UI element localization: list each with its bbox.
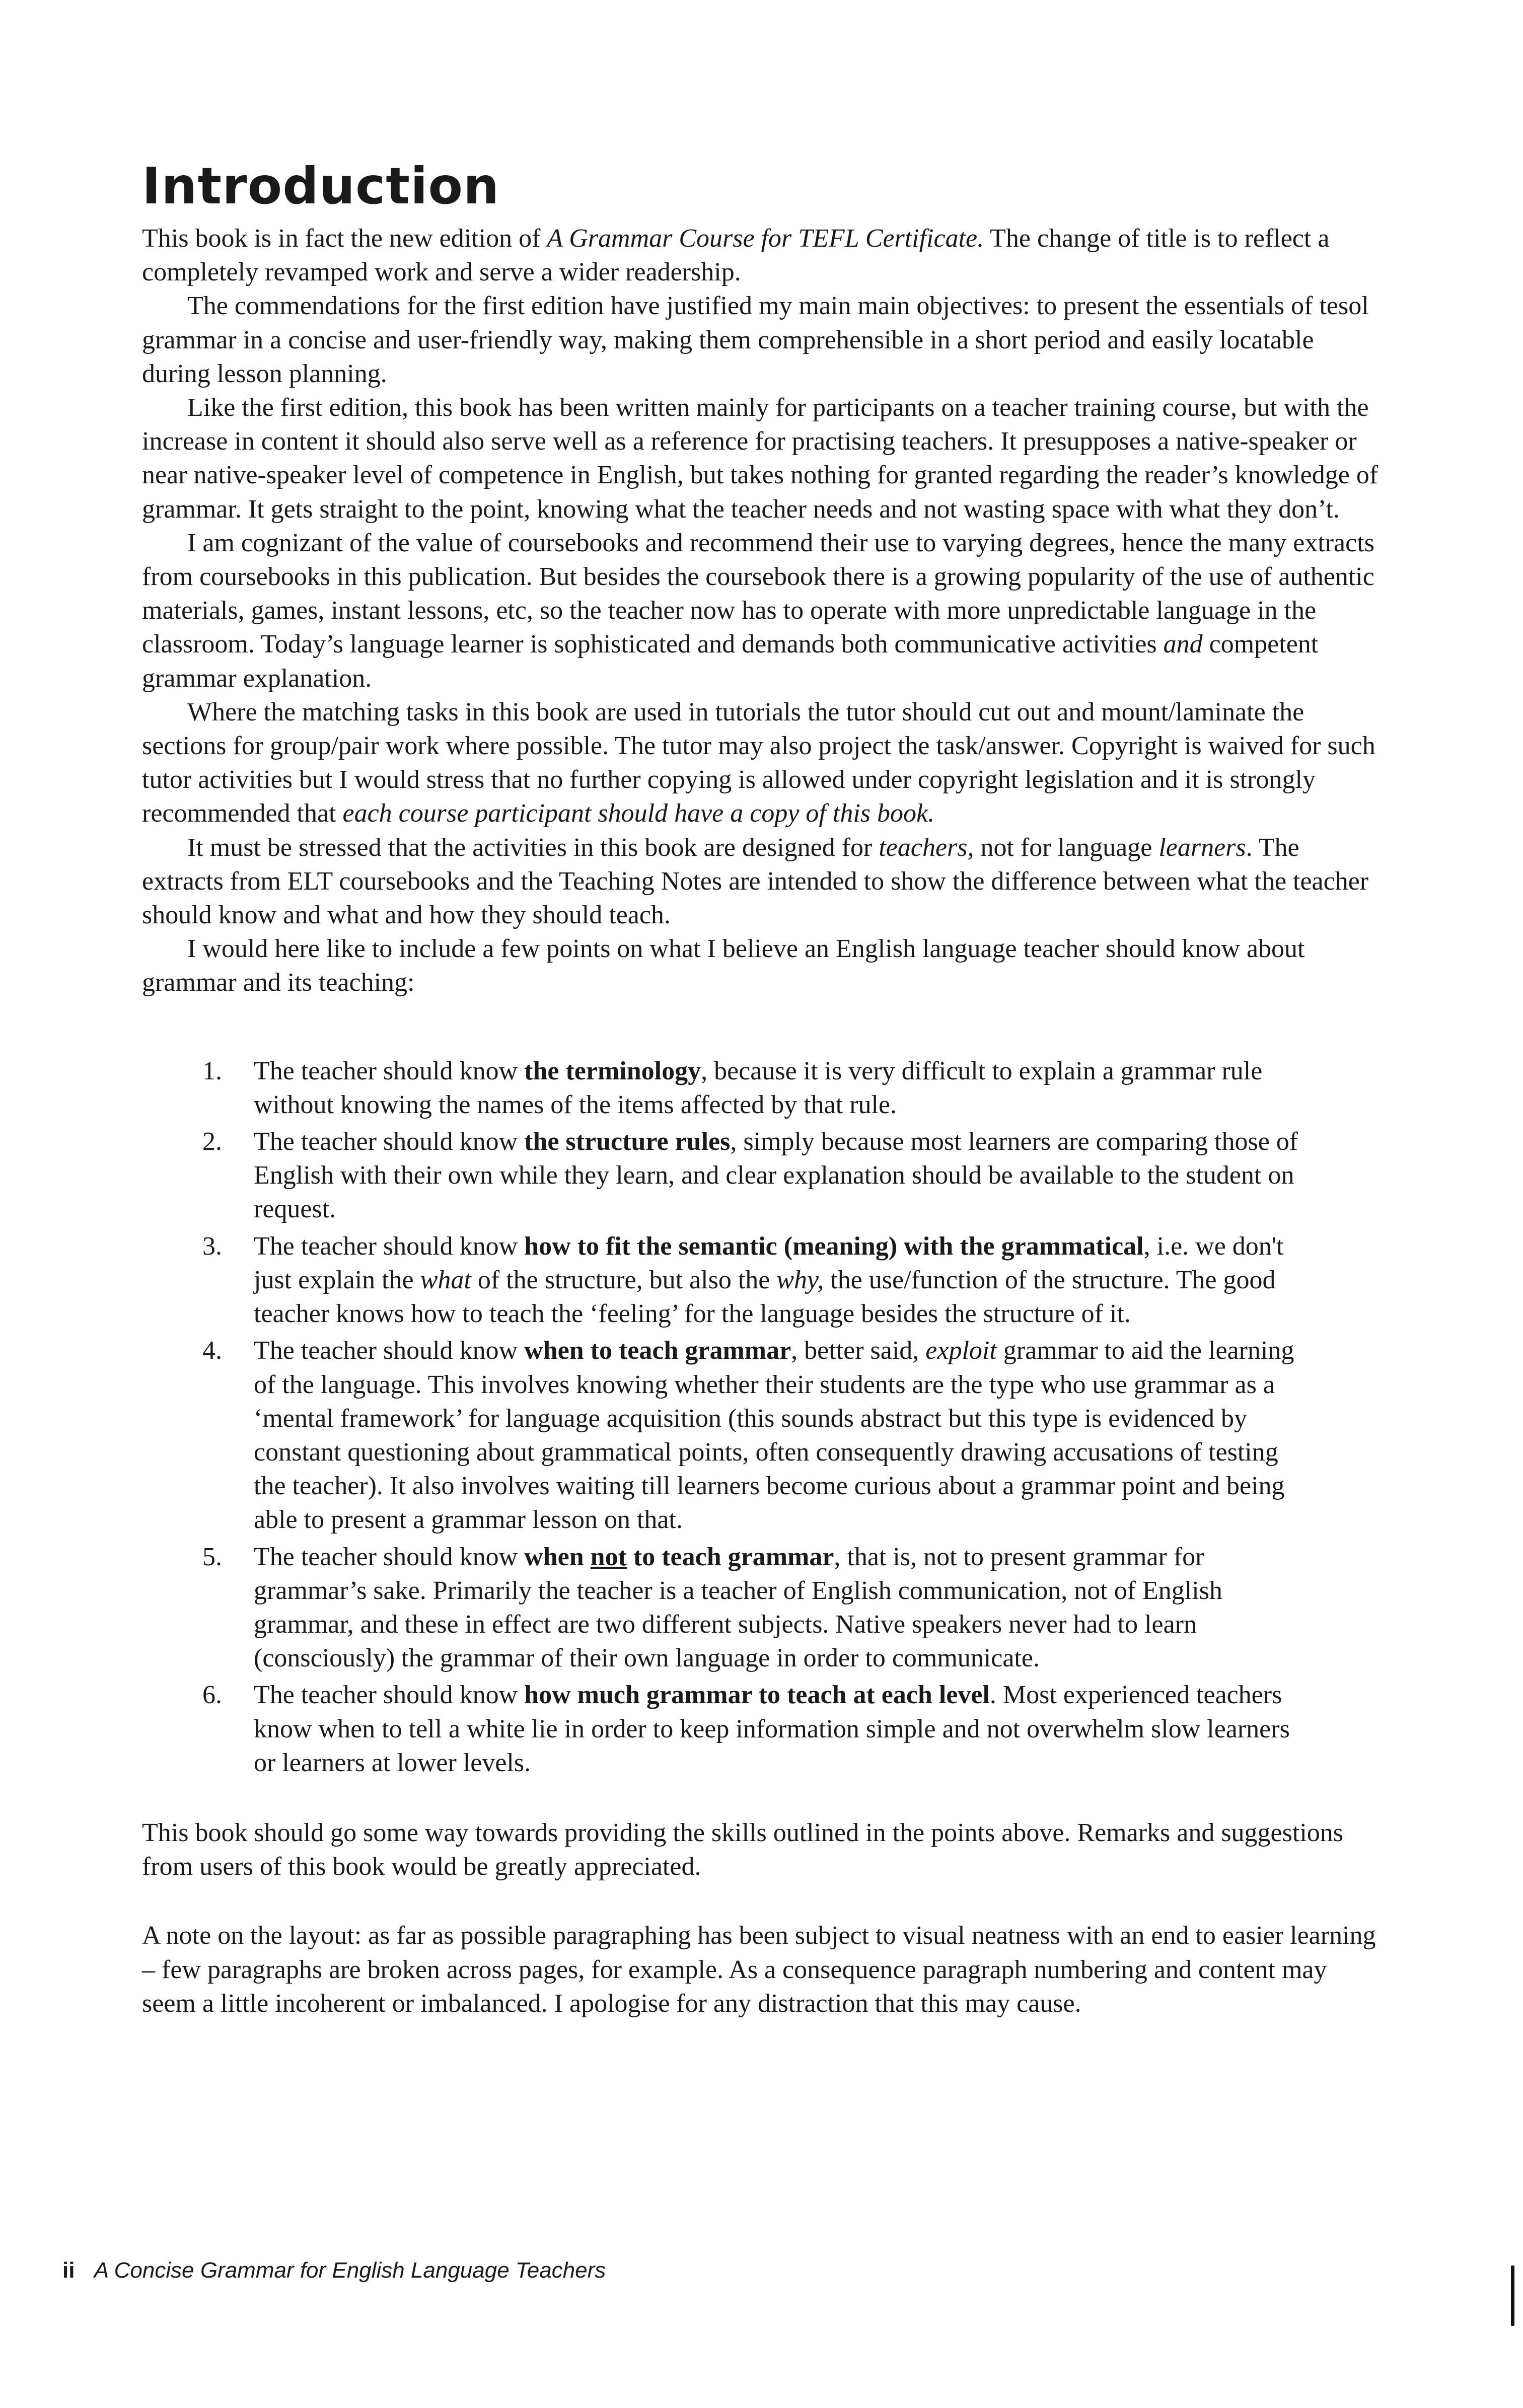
text-run: The teacher should know: [254, 1336, 525, 1365]
text-run: not: [590, 1542, 627, 1571]
list-item-text: [254, 1681, 1290, 1777]
page-number: ii: [62, 2258, 75, 2283]
text-run: each course participant should have a copy of this book.: [342, 799, 935, 828]
paragraph: [142, 289, 1386, 391]
text-run: the terminology: [524, 1056, 701, 1085]
text-run: the use/function of the structure. The good teacher knows how to teach the ‘feeling’ for the language besides the structure of it.: [254, 1265, 1276, 1329]
layout-note-paragraph: A note on the layout: as far as possible paragraphing has been subject to visual neatness with an end to easier learning – few paragraphs are broken across pages, for example. As a consequence paragraph numbering and content may seem a little incoherent or imbalanced. I apologise for any distraction that this may cause.: [142, 1921, 1376, 2018]
text-run: The teacher should know: [254, 1542, 525, 1571]
text-run: The teacher should know: [254, 1056, 525, 1085]
numbered-list: [142, 1054, 1386, 1780]
text-run: competent grammar explanation.: [142, 630, 1319, 693]
text-run: exploit: [925, 1336, 997, 1365]
text-run: The change of title is to reflect a completely revamped work and serve a wider readership.: [142, 224, 1330, 287]
list-number: 3.: [202, 1231, 222, 1261]
text-run: It must be stressed that the activities in this book are designed for: [187, 833, 879, 862]
list-number: 6.: [202, 1681, 222, 1710]
list-item: [142, 1678, 1311, 1780]
paragraph: [142, 695, 1386, 831]
text-run: grammar to aid the learning of the language. This involves knowing whether their students are the type who use grammar as a ‘mental framework’ for language acquisition (this sounds abstract but this type is evidenced by constant questioning about grammatical points, often consequently drawing accusations of testing the teacher). It also involves waiting till learners become curious about a grammar point and being able to present a grammar lesson on that.: [254, 1336, 1294, 1535]
text-run: This book is in fact the new edition of: [142, 224, 547, 253]
text-run: Like the first edition, this book has been written mainly for participants on a teacher training course, but with the increase in content it should also serve well as a reference for practising teachers. It presupposes a native-speaker or near native-speaker level of competence in English, but takes nothing for granted regarding the reader’s knowledge of grammar. It gets straight to the point, knowing what the teacher needs and not wasting space with what they don’t.: [142, 393, 1379, 524]
list-item: [142, 1540, 1311, 1675]
text-run: the structure rules: [524, 1127, 731, 1156]
text-run: learners: [1158, 833, 1246, 862]
text-run: . The extracts from ELT coursebooks and the Teaching Notes are intended to show the difference between what the teacher should know and what and how they should teach.: [142, 833, 1369, 930]
text-run: teachers: [879, 833, 968, 862]
list-number: 5.: [202, 1542, 222, 1571]
closing-paragraph: This book should go some way towards providing the skills outlined in the points above. Remarks and suggestions from users of this book would be greatly appreciated.: [142, 1818, 1344, 1881]
text-run: I would here like to include a few points on what I believe an English language teacher should know about grammar and its teaching:: [142, 934, 1305, 997]
text-run: of the structure, but also the: [471, 1265, 777, 1294]
text-run: , better said,: [791, 1336, 926, 1365]
text-run: , i.e. we don't just explain the: [254, 1231, 1284, 1294]
list-item: [142, 1125, 1311, 1226]
list-number: 4.: [202, 1336, 222, 1365]
page-footer: [62, 2256, 606, 2285]
text-run: when: [524, 1542, 591, 1571]
text-run: how to fit the semantic (meaning) with the grammatical: [524, 1231, 1144, 1261]
text-run: , because it is very difficult to explain a grammar rule without knowing the names of the items affected by that rule.: [254, 1056, 1263, 1119]
text-run: The commendations for the first edition have justified my main main objectives: to present the essentials of tesol grammar in a concise and user-friendly way, making them comprehensible in a short period and easily locatable during lesson planning.: [142, 291, 1369, 388]
list-item-text: [254, 1232, 1284, 1328]
list-item-text: [254, 1336, 1294, 1534]
list-item-text: [254, 1127, 1298, 1223]
text-run: , not for language: [967, 833, 1159, 862]
list-number: 1.: [202, 1056, 222, 1085]
scan-edge-mark: [1511, 2266, 1514, 2326]
list-item: [142, 1229, 1311, 1331]
text-run: when to teach grammar: [524, 1336, 791, 1365]
text-run: The teacher should know: [254, 1681, 525, 1710]
text-run: The teacher should know: [254, 1127, 525, 1156]
list-item: [142, 1334, 1311, 1537]
text-run: , simply because most learners are comparing those of English with their own while they learn, and clear explanation should be available to the student on request.: [254, 1127, 1298, 1224]
text-run: . Most experienced teachers know when to tell a white lie in order to keep information simple and not overwhelm slow learners or learners at lower levels.: [254, 1681, 1290, 1777]
paragraph: [142, 526, 1386, 695]
paragraph: [142, 831, 1386, 932]
paragraph: [142, 391, 1386, 526]
list-item-text: [254, 1543, 1222, 1673]
list-item-text: [254, 1057, 1262, 1119]
list-item: [142, 1054, 1311, 1122]
text-run: The teacher should know: [254, 1231, 525, 1261]
list-number: 2.: [202, 1127, 222, 1156]
paragraph: [142, 932, 1386, 999]
text-run: and: [1163, 630, 1203, 659]
text-run: Where the matching tasks in this book are used in tutorials the tutor should cut out and mount/laminate the sections for group/pair work where possible. The tutor may also project the task/answer. Copyright is waived for such tutor activities but I would stress that no further copying is allowed under copyright legislation and it is strongly recommended that: [142, 697, 1375, 828]
text-run: to teach grammar: [626, 1542, 834, 1571]
text-run: why,: [776, 1265, 824, 1294]
paragraph: [142, 222, 1386, 289]
text-run: how much grammar to teach at each level: [524, 1681, 990, 1710]
page-title: Introduction: [142, 157, 500, 215]
text-run: , that is, not to present grammar for grammar’s sake. Primarily the teacher is a teacher of English communication, not of English grammar, and these in effect are two different subjects. Native speakers never had to learn (consciously) the grammar of their own language in order to communicate.: [254, 1542, 1222, 1673]
text-run: what: [420, 1265, 471, 1294]
body-text: [142, 222, 1386, 2020]
running-title: A Concise Grammar for English Language Teachers: [94, 2258, 606, 2283]
text-run: A Grammar Course for TEFL Certificate.: [547, 224, 984, 253]
text-run: I am cognizant of the value of coursebooks and recommend their use to varying degrees, hence the many extracts from coursebooks in this publication. But besides the coursebook there is a growing popularity of the use of authentic materials, games, instant lessons, etc, so the teacher now has to operate with more unpredictable language in the classroom. Today’s language learner is sophisticated and demands both communicative activities: [142, 528, 1374, 659]
